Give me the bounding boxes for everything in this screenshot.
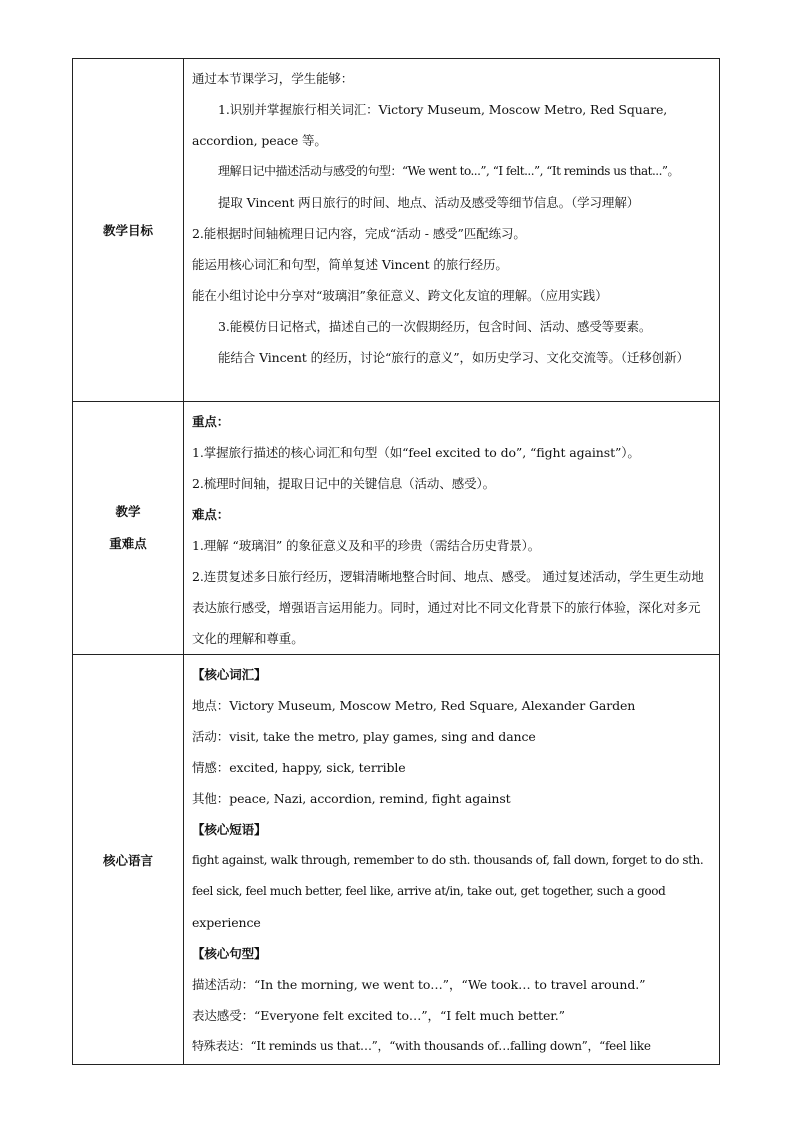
objectives-line: 提取 Vincent 两日旅行的时间、地点、活动及感受等细节信息。（学习理解） [218, 195, 640, 210]
sentences-special: 特殊表达：“It reminds us that…”，“with thousands of…falling down”，“feel like [192, 1039, 651, 1053]
phrases-line: experience [192, 915, 261, 930]
difficulty-item: 2.连贯复述多日旅行经历，逻辑清晰地整合时间、地点、感受。 通过复述活动，学生更生动地表达旅行感受，增强语言运用能力。同时，通过对比不同文化背景下的旅行体验，深化对多元文化的理解和尊重。 [192, 569, 704, 646]
lesson-plan-table [72, 58, 720, 1065]
key-points-label-line2: 重难点 [109, 536, 147, 551]
objectives-label: 教学目标 [73, 59, 184, 402]
key-points-row [73, 402, 720, 655]
key-points-label [73, 402, 184, 655]
objectives-line: 通过本节课学习，学生能够： [192, 71, 354, 86]
vocab-title: 【核心词汇】 [192, 667, 267, 682]
sentences-activity: 描述活动：“In the morning, we went to…”，“We took… to travel around.” [192, 977, 646, 992]
objectives-content [184, 59, 720, 402]
key-points-label-line1: 教学 [115, 504, 141, 519]
core-language-content [184, 655, 720, 1065]
objectives-line: 能在小组讨论中分享对“玻璃泪”象征意义、跨文化友谊的理解。（应用实践） [192, 288, 608, 303]
objectives-line: 能结合 Vincent 的经历，讨论“旅行的意义”，如历史学习、文化交流等。（迁移创新） [218, 350, 689, 365]
objectives-line: 2.能根据时间轴梳理日记内容，完成“活动 - 感受”匹配练习。 [192, 226, 526, 241]
vocab-other: 其他：peace, Nazi, accordion, remind, fight against [192, 791, 511, 806]
sentences-feeling: 表达感受：“Everyone felt excited to…”，“I felt much better.” [192, 1008, 565, 1023]
objectives-line: accordion, peace 等。 [192, 133, 327, 148]
focus-title: 重点： [192, 414, 230, 429]
objectives-line: 理解日记中描述活动与感受的句型：“We went to...”, “I felt...”, “It reminds us that...”。 [218, 164, 680, 178]
phrases-line: fight against, walk through, remember to do sth. thousands of, fall down, forget to do sth. [192, 853, 704, 867]
focus-item: 2.梳理时间轴，提取日记中的关键信息（活动、感受）。 [192, 476, 496, 491]
vocab-feelings: 情感：excited, happy, sick, terrible [192, 760, 406, 775]
difficulty-title: 难点： [192, 507, 230, 522]
sentences-title: 【核心句型】 [192, 946, 267, 961]
core-language-label: 核心语言 [73, 655, 184, 1065]
focus-item: 1.掌握旅行描述的核心词汇和句型（如“feel excited to do”, “fight against”）。 [192, 445, 640, 460]
difficulty-item: 1.理解 “玻璃泪” 的象征意义及和平的珍贵（需结合历史背景）。 [192, 538, 541, 553]
objectives-line: 3.能模仿日记格式，描述自己的一次假期经历，包含时间、活动、感受等要素。 [218, 319, 652, 334]
vocab-places: 地点：Victory Museum, Moscow Metro, Red Square, Alexander Garden [192, 698, 636, 713]
phrases-title: 【核心短语】 [192, 822, 267, 837]
core-language-row [73, 655, 720, 1065]
vocab-activities: 活动：visit, take the metro, play games, sing and dance [192, 729, 536, 744]
key-points-content [184, 402, 720, 655]
objectives-line: 能运用核心词汇和句型，简单复述 Vincent 的旅行经历。 [192, 257, 508, 272]
objectives-row [73, 59, 720, 402]
phrases-line: feel sick, feel much better, feel like, arrive at/in, take out, get together, such a good [192, 884, 666, 898]
objectives-line: 1.识别并掌握旅行相关词汇：Victory Museum, Moscow Metro, Red Square, [218, 102, 668, 117]
